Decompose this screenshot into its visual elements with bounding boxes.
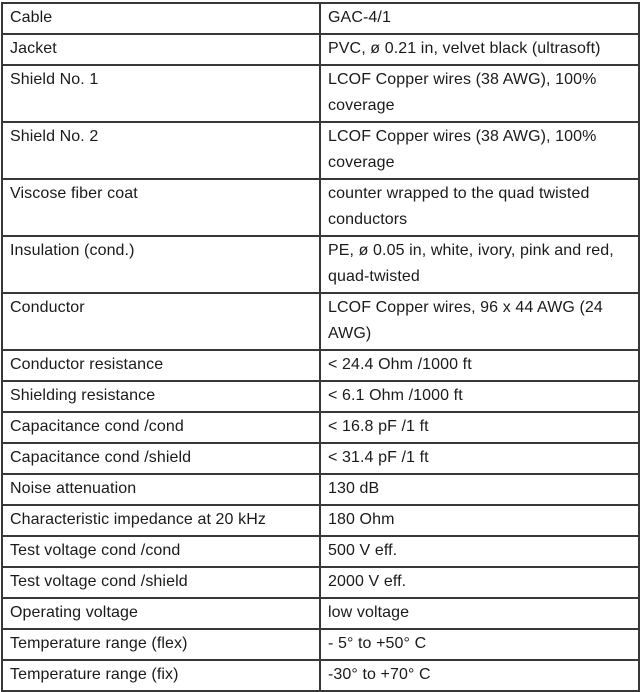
table-row <box>2 660 639 691</box>
spec-value-cell: low voltage <box>320 598 639 629</box>
spec-value-cell: -30° to +70° C <box>320 660 639 691</box>
spec-value-cell: < 16.8 pF /1 ft <box>320 412 639 443</box>
spec-label-cell: Temperature range (flex) <box>2 629 320 660</box>
spec-value-cell: < 24.4 Ohm /1000 ft <box>320 350 639 381</box>
spec-value-cell: < 31.4 pF /1 ft <box>320 443 639 474</box>
cable-spec-table-body <box>2 3 639 691</box>
spec-label-cell: Conductor resistance <box>2 350 320 381</box>
table-row <box>2 122 639 179</box>
spec-value-cell: 500 V eff. <box>320 536 639 567</box>
spec-value-cell: < 6.1 Ohm /1000 ft <box>320 381 639 412</box>
spec-label-cell: Shielding resistance <box>2 381 320 412</box>
table-row <box>2 567 639 598</box>
table-row <box>2 179 639 236</box>
table-row <box>2 381 639 412</box>
spec-value-cell: LCOF Copper wires (38 AWG), 100% coverage <box>320 122 639 179</box>
table-row <box>2 598 639 629</box>
spec-value-cell: GAC-4/1 <box>320 3 639 34</box>
spec-label-cell: Test voltage cond /cond <box>2 536 320 567</box>
table-row <box>2 65 639 122</box>
spec-label-cell: Operating voltage <box>2 598 320 629</box>
spec-label-cell: Shield No. 1 <box>2 65 320 122</box>
table-row <box>2 474 639 505</box>
cable-spec-table <box>1 2 640 692</box>
table-row <box>2 34 639 65</box>
spec-label-cell: Temperature range (fix) <box>2 660 320 691</box>
spec-label-cell: Noise attenuation <box>2 474 320 505</box>
spec-label-cell: Capacitance cond /shield <box>2 443 320 474</box>
spec-value-cell: 130 dB <box>320 474 639 505</box>
spec-value-cell: counter wrapped to the quad twisted conductors <box>320 179 639 236</box>
spec-value-cell: - 5° to +50° C <box>320 629 639 660</box>
spec-label-cell: Insulation (cond.) <box>2 236 320 293</box>
table-row <box>2 293 639 350</box>
spec-label-cell: Cable <box>2 3 320 34</box>
spec-value-cell: 180 Ohm <box>320 505 639 536</box>
spec-label-cell: Characteristic impedance at 20 kHz <box>2 505 320 536</box>
spec-value-cell: LCOF Copper wires (38 AWG), 100% coverage <box>320 65 639 122</box>
table-row <box>2 629 639 660</box>
spec-label-cell: Jacket <box>2 34 320 65</box>
spec-label-cell: Capacitance cond /cond <box>2 412 320 443</box>
table-row <box>2 505 639 536</box>
table-row <box>2 3 639 34</box>
spec-value-cell: 2000 V eff. <box>320 567 639 598</box>
spec-label-cell: Viscose fiber coat <box>2 179 320 236</box>
spec-value-cell: PVC, ø 0.21 in, velvet black (ultrasoft) <box>320 34 639 65</box>
spec-value-cell: LCOF Copper wires, 96 x 44 AWG (24 AWG) <box>320 293 639 350</box>
spec-label-cell: Conductor <box>2 293 320 350</box>
table-row <box>2 350 639 381</box>
table-row <box>2 412 639 443</box>
spec-label-cell: Shield No. 2 <box>2 122 320 179</box>
table-row <box>2 536 639 567</box>
spec-label-cell: Test voltage cond /shield <box>2 567 320 598</box>
spec-value-cell: PE, ø 0.05 in, white, ivory, pink and red, quad-twisted <box>320 236 639 293</box>
table-row <box>2 443 639 474</box>
table-row <box>2 236 639 293</box>
